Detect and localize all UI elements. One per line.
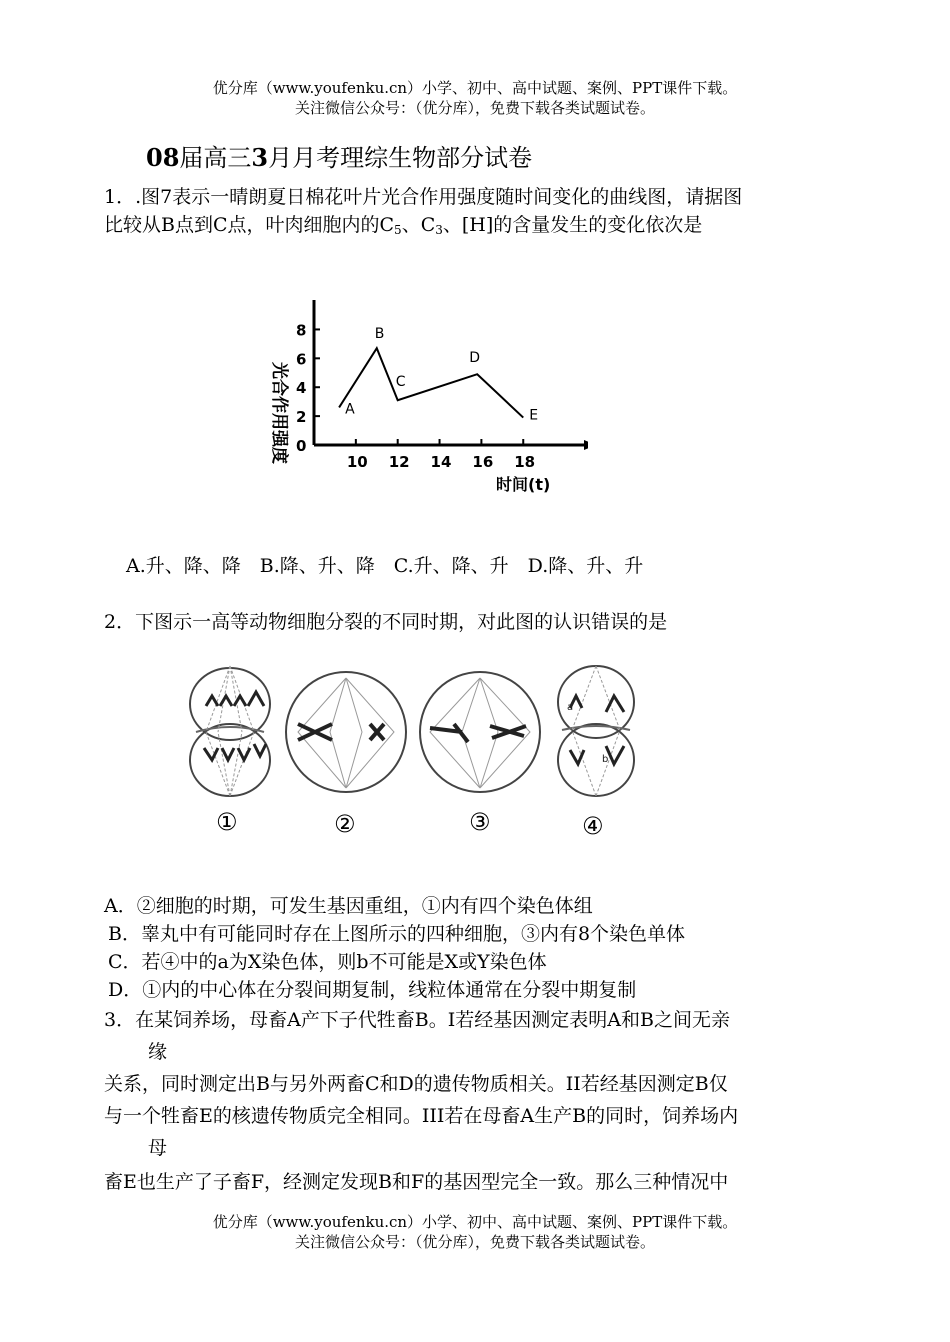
series-line: [339, 348, 523, 417]
page-title: 08届高三3月月考理综生物部分试卷: [146, 143, 533, 172]
photosynthesis-chart: [248, 300, 588, 500]
cell-label-3: ③: [469, 808, 491, 836]
q1-line-1: 1．.图7表示一晴朗夏日棉花叶片光合作用强度随时间变化的曲线图，请据图: [104, 186, 743, 208]
point-label: D: [469, 350, 480, 367]
header-line-1: 优分库（www.youfenku.cn）小学、初中、高中试题、案例、PPT课件下载。: [212, 79, 738, 97]
q2-option-a: A．②细胞的时期，可发生基因重组，①内有四个染色体组: [104, 895, 593, 917]
footer-line-2: 关注微信公众号：（优分库），免费下载各类试题试卷。: [294, 1233, 655, 1251]
chart-axes: [309, 300, 588, 450]
svg-text:b: b: [602, 754, 609, 765]
x-tick-label: 16: [472, 453, 494, 471]
y-tick-label: 4: [296, 379, 307, 398]
y-tick-label: 8: [296, 321, 307, 340]
cell-2: [286, 672, 406, 792]
cell-label-4: ④: [582, 812, 604, 840]
q2-stem: 2．下图示一高等动物细胞分裂的不同时期，对此图的认识错误的是: [104, 611, 668, 633]
point-label: E: [529, 407, 539, 424]
x-tick-label: 12: [388, 453, 410, 471]
footer-line-1: 优分库（www.youfenku.cn）小学、初中、高中试题、案例、PPT课件下载。: [212, 1213, 738, 1231]
header-line-2: 关注微信公众号：（优分库），免费下载各类试题试卷。: [294, 99, 655, 117]
q2-option-c: C．若④中的a为X染色体，则b不可能是X或Y染色体: [108, 951, 547, 973]
q3-line-6: 畜E也生产了子畜F，经测定发现B和F的基因型完全一致。那么三种情况中: [104, 1171, 729, 1193]
y-axis-label: 光合作用强度: [269, 362, 289, 464]
x-tick-label: 14: [430, 453, 452, 471]
q3-line-4: 与一个牲畜E的核遗传物质完全相同。III若在母畜A生产B的同时，饲养场内: [104, 1105, 739, 1127]
q1-options: A.升、降、降 B.降、升、降 C.升、降、升 D.降、升、升: [126, 555, 644, 577]
cell-division-figure: [186, 660, 646, 840]
chart-series: [339, 326, 538, 423]
point-label: A: [345, 401, 355, 418]
q3-line-3: 关系，同时测定出B与另外两畜C和D的遗传物质相关。II若经基因测定B仅: [104, 1073, 728, 1095]
y-tick-label: 2: [296, 408, 307, 427]
x-tick-label: 10: [346, 453, 368, 471]
q3-line-1: 3．在某饲养场，母畜A产下子代牲畜B。I若经基因测定表明A和B之间无亲: [104, 1009, 730, 1031]
x-tick-label: 18: [514, 453, 536, 471]
cell-1: [190, 666, 270, 796]
y-tick-label: 6: [296, 350, 307, 369]
q1-line-2: 比较从B点到C点，叶肉细胞内的$C_5$、$C_3$、[H]的含量发生的变化依次是: [104, 214, 703, 237]
cell-label-2: ②: [334, 810, 356, 838]
x-axis-label: 时间(t): [496, 475, 551, 494]
cell-3: [420, 672, 540, 792]
q2-option-d: D．①内的中心体在分裂间期复制，线粒体通常在分裂中期复制: [108, 979, 637, 1001]
x-axis-arrow: [584, 440, 588, 450]
y-tick-label: 0: [296, 437, 307, 455]
point-label: B: [374, 326, 385, 343]
cell-4: [558, 666, 634, 796]
q3-line-2: 缘: [148, 1041, 168, 1063]
svg-text:a: a: [567, 702, 574, 713]
point-label: C: [395, 374, 406, 391]
q2-option-b: B．睾丸中有可能同时存在上图所示的四种细胞，③内有8个染色单体: [108, 923, 686, 945]
q3-line-5: 母: [148, 1137, 168, 1159]
cell-label-1: ①: [216, 808, 238, 836]
